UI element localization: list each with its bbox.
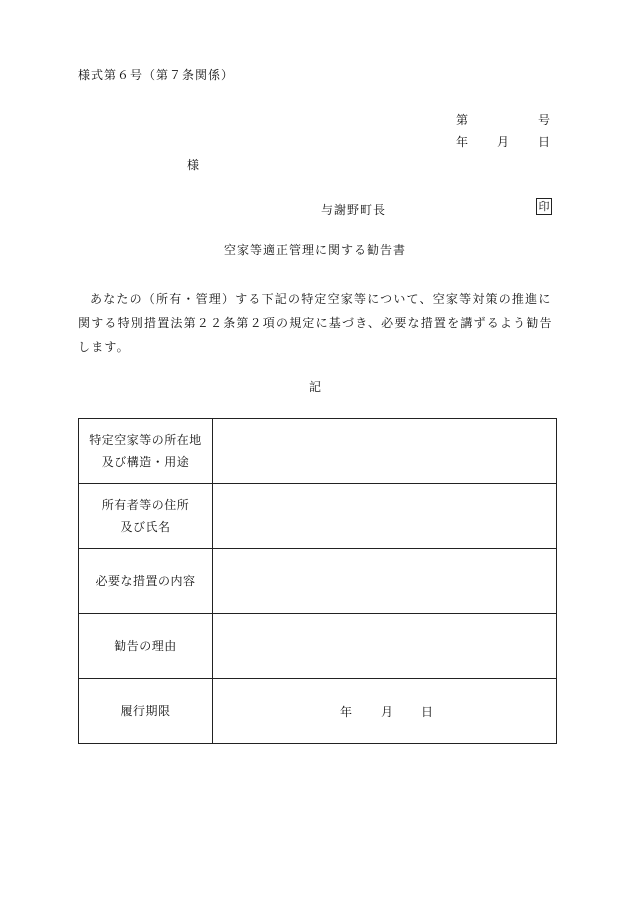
table-row	[79, 549, 557, 614]
deadline-date	[213, 701, 556, 721]
deadline-year-label: 年	[340, 705, 353, 719]
deadline-day-label: 日	[421, 705, 434, 719]
row-label-line1: 所有者等の住所	[101, 498, 190, 512]
form-number: 様式第６号（第７条関係）	[78, 68, 235, 82]
table-row	[79, 679, 557, 744]
row-label-line1: 必要な措置の内容	[95, 574, 196, 588]
row-label-line1: 履行期限	[120, 704, 171, 718]
issuer-title: 与謝野町長	[321, 203, 387, 217]
table-row	[79, 484, 557, 549]
table-row	[79, 419, 557, 484]
seal-mark: 印	[536, 198, 552, 215]
row-label-line2: 及び構造・用途	[101, 455, 190, 469]
document-number-suffix: 号	[538, 113, 551, 127]
recommendation-reason-field[interactable]	[213, 614, 557, 679]
table-label-cell	[79, 679, 213, 744]
location-structure-field[interactable]	[213, 419, 557, 484]
table-row	[79, 614, 557, 679]
addressee-honorific: 様	[187, 158, 200, 172]
row-label-line1: 勧告の理由	[114, 639, 177, 653]
body-paragraph: あなたの（所有・管理）する下記の特定空家等について、空家等対策の推進に関する特別措置法第２２条第２項の規定に基づき、必要な措置を講ずるよう勧告します。	[78, 292, 553, 354]
required-measures-field[interactable]	[213, 549, 557, 614]
deadline-month-label: 月	[381, 705, 394, 719]
date-year-label: 年	[456, 135, 469, 149]
row-label-line1: 特定空家等の所在地	[89, 433, 202, 447]
table-label-cell	[79, 419, 213, 484]
owner-address-name-field[interactable]	[213, 484, 557, 549]
deadline-field[interactable]	[213, 679, 557, 744]
date-month-label: 月	[497, 135, 510, 149]
table-label-cell	[79, 484, 213, 549]
recommendation-table	[78, 418, 557, 744]
document-title: 空家等適正管理に関する勧告書	[223, 243, 406, 257]
row-label-line2: 及び氏名	[120, 520, 171, 534]
document-number-prefix: 第	[456, 113, 469, 127]
table-label-cell	[79, 549, 213, 614]
table-label-cell	[79, 614, 213, 679]
date-day-label: 日	[538, 135, 551, 149]
section-heading: 記	[308, 380, 321, 394]
